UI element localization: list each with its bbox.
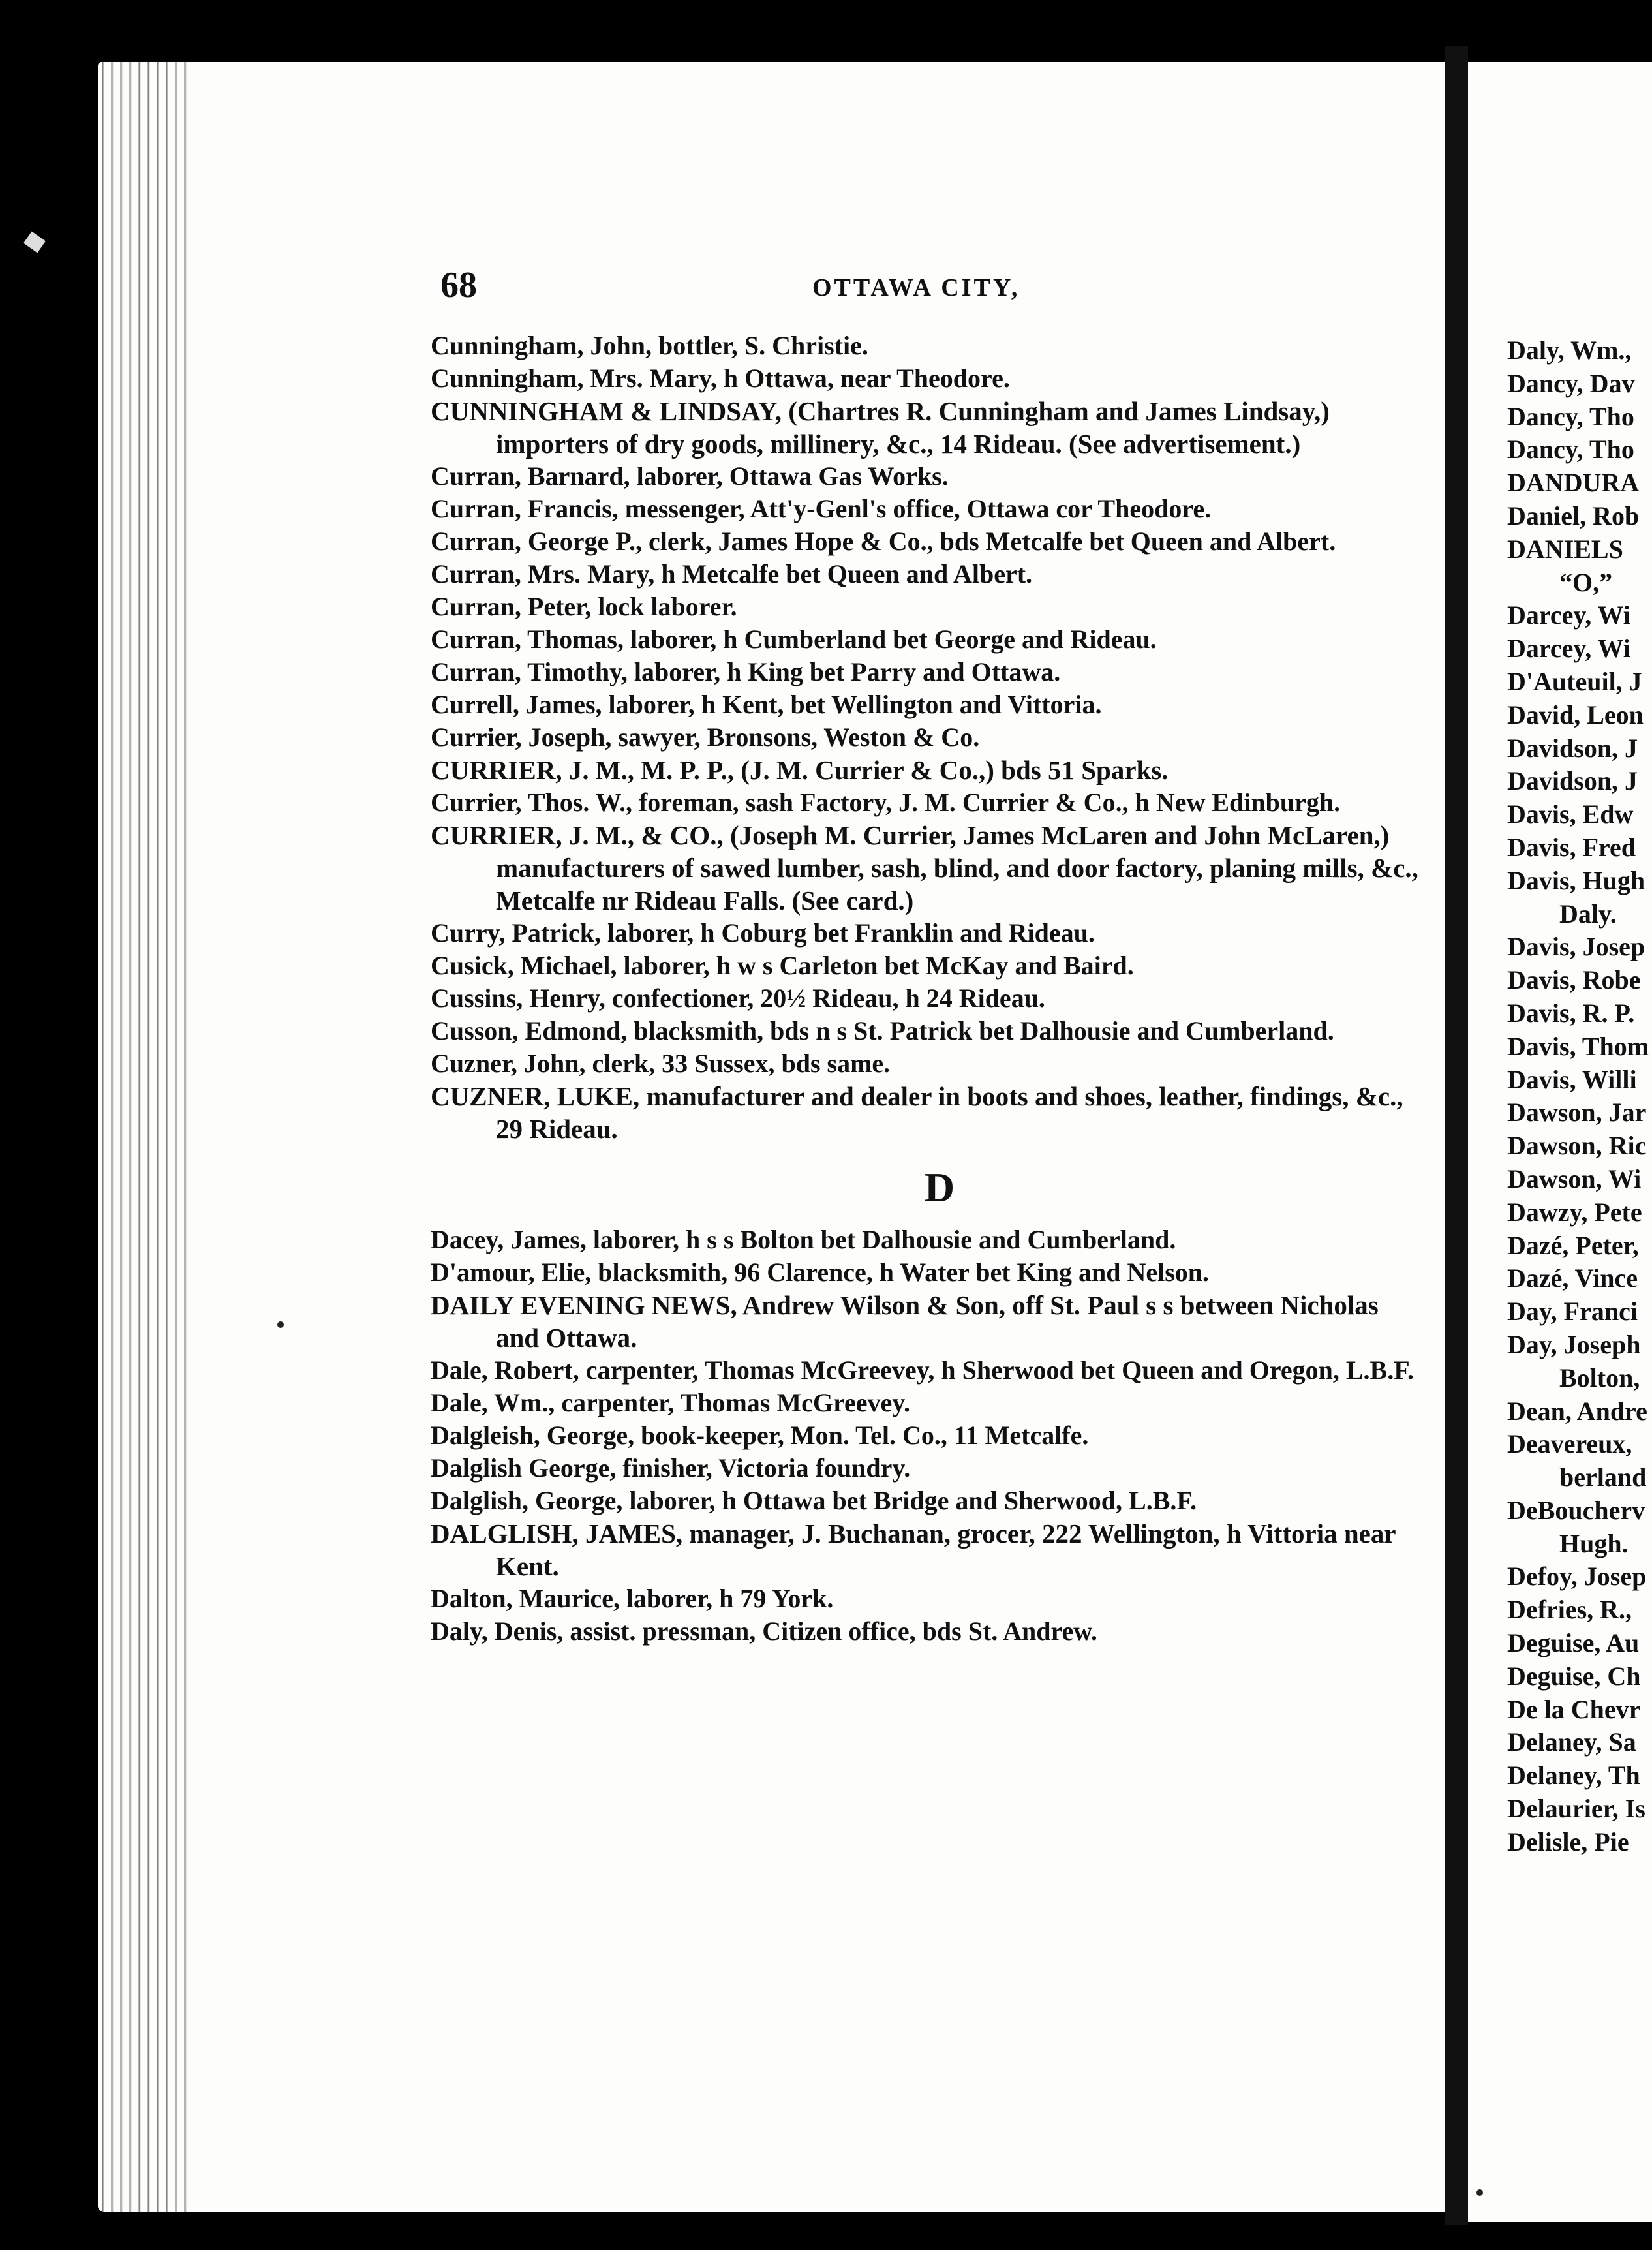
directory-entry: DALGLISH, JAMES, manager, J. Buchanan, grocer, 222 Wellington, h Vittoria near Kent. xyxy=(431,1518,1396,1581)
right-page-entry: Dawson, Ric xyxy=(1507,1131,1647,1161)
page-number: 68 xyxy=(440,265,477,305)
directory-entry: DAILY EVENING NEWS, Andrew Wilson & Son, off St. Paul s s between Nicholas and Ottawa. xyxy=(431,1290,1379,1353)
right-page-entry: DeBoucherv xyxy=(1507,1495,1645,1525)
directory-entry: Curry, Patrick, laborer, h Coburg bet Franklin and Rideau. xyxy=(431,918,1095,948)
page-edges xyxy=(98,62,189,2212)
right-page-entry: Darcey, Wi xyxy=(1507,634,1630,664)
directory-entry: Curran, Francis, messenger, Att'y-Genl's office, Ottawa cor Theodore. xyxy=(431,494,1212,523)
right-page-entry: Hugh. xyxy=(1559,1528,1629,1558)
directory-entry: D'amour, Elie, blacksmith, 96 Clarence, h Water bet King and Nelson. xyxy=(431,1257,1210,1287)
scan-speck xyxy=(277,1321,284,1328)
right-page-entry: Davis, Willi xyxy=(1507,1064,1637,1094)
right-page-entry: Dean, Andre xyxy=(1507,1396,1647,1426)
right-page-entry: Delisle, Pie xyxy=(1507,1826,1629,1857)
right-page-entry: Day, Franci xyxy=(1507,1297,1638,1327)
directory-entry: Cunningham, Mrs. Mary, h Ottawa, near Theodore. xyxy=(431,363,1010,393)
right-page-entry: Defoy, Josep xyxy=(1507,1562,1647,1592)
right-page-entry: DANDURA xyxy=(1507,468,1640,498)
directory-entry: Currier, Joseph, sawyer, Bronsons, Weston & Co. xyxy=(431,722,980,752)
right-page-entry: Davis, Josep xyxy=(1507,932,1645,962)
right-page-entry: Daly. xyxy=(1559,899,1617,929)
directory-entry: Curran, Thomas, laborer, h Cumberland bet George and Rideau. xyxy=(431,624,1157,654)
scan-speck xyxy=(1476,2189,1483,2196)
right-page-entry: Delaney, Sa xyxy=(1507,1727,1636,1757)
running-head xyxy=(440,264,1419,316)
right-page-entry: Davis, Edw xyxy=(1507,799,1634,829)
directory-entry: CURRIER, J. M., M. P. P., (J. M. Currier & Co.,) bds 51 Sparks. xyxy=(431,755,1169,785)
directory-entry: Curran, Timothy, laborer, h King bet Parry and Ottawa. xyxy=(431,657,1061,686)
right-page-entry: Delaurier, Is xyxy=(1507,1794,1645,1824)
right-page-entry: Deavereux, xyxy=(1507,1429,1632,1459)
right-page-entry: Defries, R., xyxy=(1507,1595,1632,1625)
right-page-entry: Dawzy, Pete xyxy=(1507,1197,1642,1227)
directory-entry: CUZNER, LUKE, manufacturer and dealer in boots and shoes, leather, findings, &c., 29 Rideau. xyxy=(431,1081,1403,1144)
right-page-entry: Daniel, Rob xyxy=(1507,501,1640,531)
right-page-entry: Dancy, Tho xyxy=(1507,435,1634,465)
directory-entry: Dalglish, George, laborer, h Ottawa bet Bridge and Sherwood, L.B.F. xyxy=(431,1486,1197,1515)
right-page-entry: Davidson, J xyxy=(1507,733,1638,763)
directory-entry: Curran, George P., clerk, James Hope & Co., bds Metcalfe bet Queen and Albert. xyxy=(431,527,1336,556)
running-title: OTTAWA CITY, xyxy=(812,274,1020,301)
right-page-entry: Dancy, Tho xyxy=(1507,401,1634,431)
right-page-entry: Dancy, Dav xyxy=(1507,368,1635,398)
section-letter: D xyxy=(924,1164,955,1210)
directory-entry: Currell, James, laborer, h Kent, bet Wellington and Vittoria. xyxy=(431,690,1102,719)
right-page-entry: David, Leon xyxy=(1507,700,1644,730)
right-page-entry: “O,” xyxy=(1559,567,1613,597)
directory-entry: Dalgleish, George, book-keeper, Mon. Tel. Co., 11 Metcalfe. xyxy=(431,1421,1089,1450)
directory-entry: Cuzner, John, clerk, 33 Sussex, bds same. xyxy=(431,1049,891,1078)
directory-entry: Dale, Wm., carpenter, Thomas McGreevey. xyxy=(431,1388,911,1417)
directory-entry: Currier, Thos. W., foreman, sash Factory, J. M. Currier & Co., h New Edinburgh. xyxy=(431,788,1341,817)
right-page-entries xyxy=(1507,334,1652,1859)
directory-entries xyxy=(431,330,1422,1648)
right-page-entry: D'Auteuil, J xyxy=(1507,666,1642,696)
directory-entry: Daly, Denis, assist. pressman, Citizen office, bds St. Andrew. xyxy=(431,1616,1097,1646)
right-page-entry: DANIELS xyxy=(1507,534,1623,564)
directory-entry: CURRIER, J. M., & CO., (Joseph M. Currier, James McLaren and John McLaren,) manufacturers of sawed lumber, sash, blind, and door factory, planing mills, &c., Metcalfe nr Rideau Falls. (See card.) xyxy=(431,820,1418,916)
directory-entry: Cusick, Michael, laborer, h w s Carleton bet McKay and Baird. xyxy=(431,951,1134,980)
directory-entry: Cunningham, John, bottler, S. Christie. xyxy=(431,331,868,360)
right-page-entry: Davis, R. P. xyxy=(1507,998,1635,1028)
directory-entry: Cusson, Edmond, blacksmith, bds n s St. Patrick bet Dalhousie and Cumberland. xyxy=(431,1016,1334,1045)
right-page-entry: Dazé, Vince xyxy=(1507,1263,1638,1293)
right-page-entry: Bolton, xyxy=(1559,1363,1640,1393)
right-page-entry: De la Chevr xyxy=(1507,1694,1641,1724)
right-page-entry: Davis, Robe xyxy=(1507,965,1641,995)
right-page-entry: Dawson, Wi xyxy=(1507,1164,1642,1194)
entries-c-section xyxy=(431,330,1422,1145)
right-page-entry: Day, Joseph xyxy=(1507,1329,1641,1359)
entries-d-section xyxy=(431,1224,1422,1648)
right-page-entry: Daly, Wm., xyxy=(1507,335,1632,365)
right-page-entry: berland xyxy=(1559,1462,1647,1492)
right-page-entry: Davis, Hugh xyxy=(1507,865,1645,895)
right-page-entry: Deguise, Ch xyxy=(1507,1661,1641,1691)
right-page-entry: Darcey, Wi xyxy=(1507,600,1630,630)
directory-entry: Curran, Barnard, laborer, Ottawa Gas Works. xyxy=(431,461,949,491)
right-page-entry: Dawson, Jar xyxy=(1507,1098,1647,1128)
right-page-entry: Davis, Thom xyxy=(1507,1031,1649,1061)
scan-artifact xyxy=(23,232,46,253)
right-page-entry: Davidson, J xyxy=(1507,766,1638,796)
right-page-entry: Deguise, Au xyxy=(1507,1628,1640,1658)
right-page-entry: Delaney, Th xyxy=(1507,1761,1640,1791)
directory-entry: Dacey, James, laborer, h s s Bolton bet Dalhousie and Cumberland. xyxy=(431,1225,1176,1254)
directory-entry: Cussins, Henry, confectioner, 20½ Rideau, h 24 Rideau. xyxy=(431,983,1045,1013)
directory-entry: Dalton, Maurice, laborer, h 79 York. xyxy=(431,1584,834,1613)
directory-entry: Curran, Peter, lock laborer. xyxy=(431,592,737,621)
right-page-entry: Davis, Fred xyxy=(1507,832,1636,862)
right-page-entry: Dazé, Peter, xyxy=(1507,1230,1639,1260)
directory-entry: Dale, Robert, carpenter, Thomas McGreevey, h Sherwood bet Queen and Oregon, L.B.F. xyxy=(431,1355,1414,1385)
directory-entry: Curran, Mrs. Mary, h Metcalfe bet Queen and Albert. xyxy=(431,559,1033,589)
directory-entry: Dalglish George, finisher, Victoria foundry. xyxy=(431,1453,911,1483)
book-gutter xyxy=(1445,46,1468,2225)
directory-entry: CUNNINGHAM & LINDSAY, (Chartres R. Cunningham and James Lindsay,) importers of dry goods, millinery, &c., 14 Rideau. (See advertisement.) xyxy=(431,396,1330,459)
